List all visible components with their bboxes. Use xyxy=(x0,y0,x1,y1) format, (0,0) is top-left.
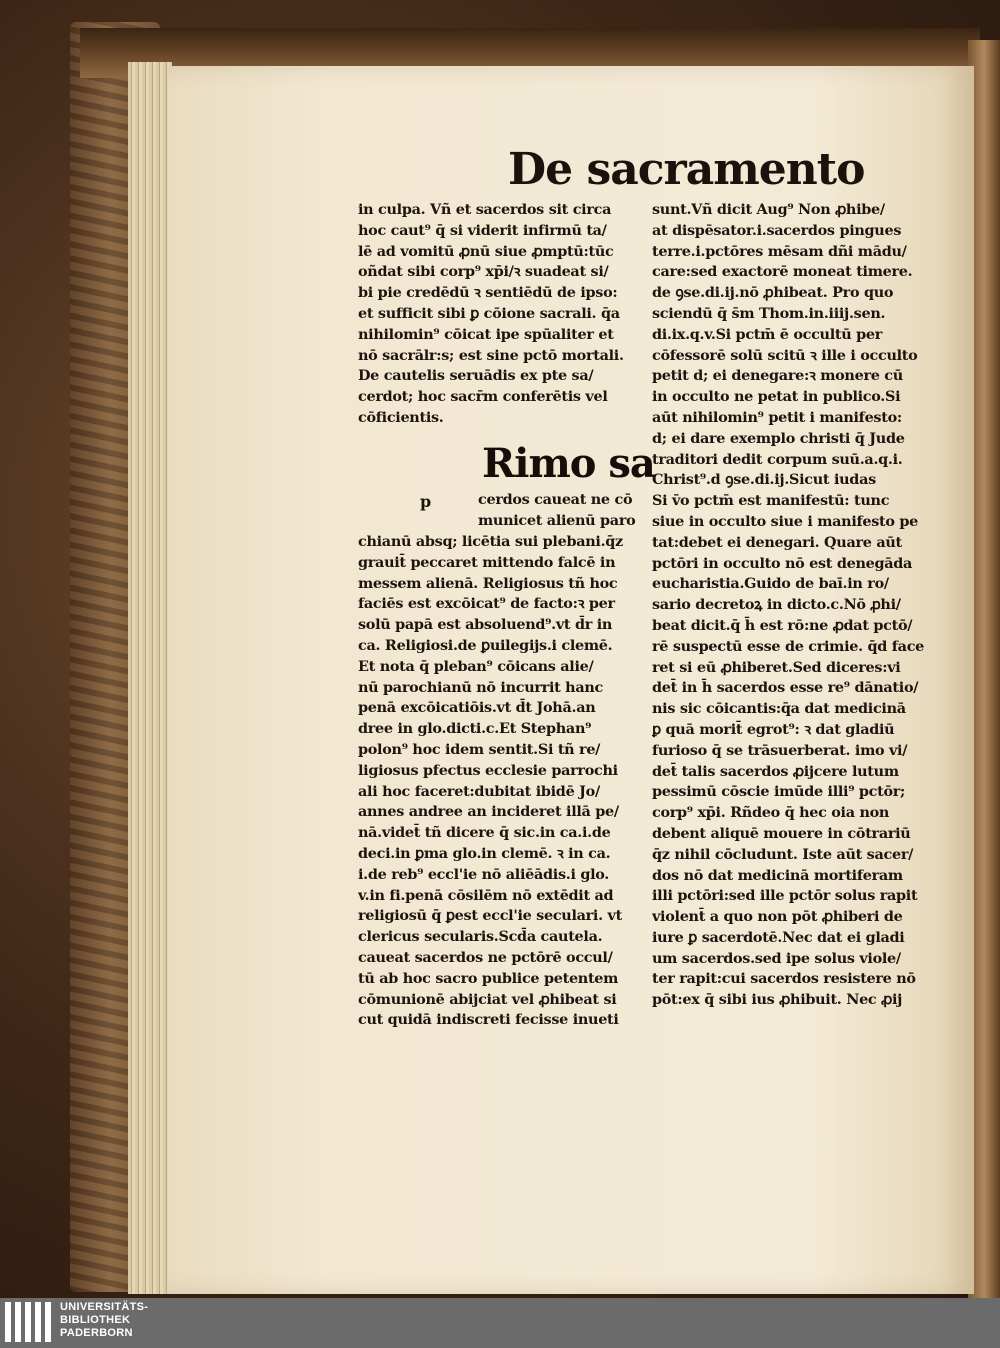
text-line: um sacerdos.sed ipe solus viole/ xyxy=(652,949,901,967)
text-line: dos nō dat medicinā mortiferam xyxy=(652,866,903,884)
text-line: dree in glo.dicti.c.Et Stephan⁹ xyxy=(358,720,592,738)
text-column-right xyxy=(652,200,942,1011)
initial-letter: p xyxy=(420,492,432,511)
text-line: siue in occulto siue i manifesto pe xyxy=(652,512,919,530)
logo-line: BIBLIOTHEK xyxy=(60,1314,131,1326)
text-line: d; ei dare exemplo christi q̄ Jude xyxy=(652,429,905,447)
text-line: tū ab hoc sacro publice petentem xyxy=(358,969,619,987)
text-line: Et nota q̄ pleban⁹ cōicans alie/ xyxy=(358,657,594,675)
text-line: messem alienā. Religiosus tñ hoc xyxy=(358,574,618,592)
text-line: nis sic cōicantis:q̄a dat medicinā xyxy=(652,700,906,718)
section-heading: Rimo sa xyxy=(482,440,655,487)
text-line: tat:debet ei denegari. Quare aūt xyxy=(652,533,902,551)
text-line: chianū absq; licētia sui plebani.q̄z xyxy=(358,533,623,550)
text-line: sciendū q̄ s̄m Thom.in.iiij.sen. xyxy=(652,304,886,322)
text-line: det̄ in h̄ sacerdos esse re⁹ dānatio/ xyxy=(652,679,919,697)
text-line: penā excōicatiōis.vt d̄t Johā.an xyxy=(358,699,596,717)
text-line: De cautelis seruādis ex pte sa/ xyxy=(358,367,594,385)
text-line: nihilomin⁹ cōicat ipe spūaliter et xyxy=(358,325,614,343)
text-line: religiosū q̄ ꝑest eccl'ie seculari. vt xyxy=(358,907,622,925)
text-line: ter rapit:cui sacerdos resistere nō xyxy=(652,970,916,988)
library-logo-text xyxy=(60,1301,200,1340)
text-line: care:sed exactorē moneat timere. xyxy=(652,263,913,281)
library-logo-icon xyxy=(5,1302,51,1342)
text-line: cōficientis. xyxy=(358,408,444,426)
text-line: grauit̄ peccaret mittendo falcē in xyxy=(358,553,616,571)
left-column-indented-text xyxy=(478,490,652,532)
text-line: Christ⁹.d ꝯse.di.ij.Sicut iudas xyxy=(652,471,876,489)
text-line: violent̄ a quo non pōt ꝓhiberi de xyxy=(652,908,903,926)
text-line: nā.videt̄ tñ dicere q̄ sic.in ca.i.de xyxy=(358,824,611,842)
text-line: pōt:ex q̄ sibi ius ꝓhibuit. Nec ꝓij xyxy=(652,991,903,1009)
text-line: v.in fi.penā cōsilēm nō extēdit ad xyxy=(358,886,614,904)
text-line: Si v̄o pctm̄ est manifestū: tunc xyxy=(652,492,890,510)
text-line: pctōri in occulto nō est denegāda xyxy=(652,554,913,572)
text-line: clericus secularis.Scd̄a cautela. xyxy=(358,928,603,946)
text-line: nō sacrālr:s; est sine pctō mortali. xyxy=(358,346,624,364)
text-line: ca. Religiosi.de ꝑuilegijs.i clemē. xyxy=(358,636,613,654)
text-line: petit d; ei denegare:ꝛ monere cū xyxy=(652,367,903,385)
text-line: solū papā est absoluend⁹.vt d̄r in xyxy=(358,616,613,634)
text-line: oñdat sibi corp⁹ xp̄i/ꝛ suadeat si/ xyxy=(358,263,609,281)
text-line: municet alienū paro xyxy=(478,511,636,529)
text-line: beat dicit.q̄ h̄ est rō:ne ꝓdat pctō/ xyxy=(652,616,913,634)
text-line: hoc caut⁹ q̄ si viderit infirmū ta/ xyxy=(358,221,607,239)
logo-line: PADERBORN xyxy=(60,1327,133,1339)
text-line: iure ꝑ sacerdotē.Nec dat ei gladi xyxy=(652,928,905,946)
text-line: cōmunionē abijciat vel ꝓhibeat si xyxy=(358,990,617,1008)
text-line: in occulto ne petat in publico.Si xyxy=(652,388,901,406)
text-line: cerdot; hoc sacr̄m conferētis vel xyxy=(358,388,608,406)
text-line: di.ix.q.v.Si pctm̄ ē occultū per xyxy=(652,325,883,343)
left-column-bottom-text xyxy=(358,532,652,1031)
text-line: deci.in ꝑma glo.in clemē. ꝛ in ca. xyxy=(358,844,611,862)
text-line: nū parochianū nō incurrit hanc xyxy=(358,678,603,696)
text-line: de ꝯse.di.ij.nō ꝓhibeat. Pro quo xyxy=(652,284,894,302)
text-line: cerdos caueat ne cō xyxy=(478,491,633,508)
text-line: ligiosus pfectus ecclesie parrochi xyxy=(358,761,618,779)
text-line: polon⁹ hoc idem sentit.Si tñ re/ xyxy=(358,740,601,758)
logo-line: UNIVERSITÄTS- xyxy=(60,1301,149,1313)
running-title: De sacramento xyxy=(508,144,865,195)
text-line: et sufficit sibi ꝑ cōione sacrali. q̄a xyxy=(358,304,620,322)
text-line: bi pie credēdū ꝛ sentiēdū de ipso: xyxy=(358,284,618,302)
text-line: ali hoc faceret:dubitat ibidē Jo/ xyxy=(358,782,600,800)
text-line: det̄ talis sacerdos ꝓijcere lutum xyxy=(652,762,899,780)
text-line: corp⁹ xp̄i. Rñdeo q̄ hec oia non xyxy=(652,804,890,822)
text-line: sunt.Vñ dicit Aug⁹ Non ꝓhibe/ xyxy=(652,201,885,218)
text-column-left xyxy=(358,200,652,429)
text-line: terre.i.pctōres mēsam dñi mādu/ xyxy=(652,242,907,260)
text-line: illi pctōri:sed ille pctōr solus rapit xyxy=(652,887,918,905)
text-line: traditori dedit corpum suū.a.q.i. xyxy=(652,450,903,468)
text-line: debent aliquē mouere in cōtrariū xyxy=(652,824,911,842)
text-line: lē ad vomitū ꝓnū siue ꝓmptū:tūc xyxy=(358,242,614,260)
text-line: annes andree an incideret illā pe/ xyxy=(358,803,619,821)
text-line: ꝑ quā morit̄ egrot⁹: ꝛ dat gladiū xyxy=(652,720,895,738)
page-edges xyxy=(128,62,172,1294)
text-line: in culpa. Vñ et sacerdos sit circa xyxy=(358,201,612,218)
text-line: at dispēsator.i.sacerdos pingues xyxy=(652,221,902,239)
footer-bar xyxy=(0,1298,1000,1348)
text-line: sario decretoꝝ in dicto.c.Nō ꝓhi/ xyxy=(652,596,901,614)
text-line: faciēs est excōicat⁹ de facto:ꝛ per xyxy=(358,595,615,613)
text-line: eucharistia.Guido de baī.in ro/ xyxy=(652,575,889,593)
text-line: q̄z nihil cōcludunt. Iste aūt sacer/ xyxy=(652,845,914,863)
text-line: ret si eū ꝓhiberet.Sed diceres:vi xyxy=(652,658,901,676)
text-line: caueat sacerdos ne pctōrē occul/ xyxy=(358,948,613,966)
left-column-top-text xyxy=(358,200,652,429)
text-line: cut quidā indiscreti fecisse inueti xyxy=(358,1011,619,1029)
text-line: aūt nihilomin⁹ petit i manifesto: xyxy=(652,408,902,426)
text-line: rē suspectū esse de crimie. q̄d face xyxy=(652,637,925,655)
text-line: pessimū cōscie imūde illi⁹ pctōr; xyxy=(652,783,906,801)
text-line: furioso q̄ se trāsuerberat. imo vi/ xyxy=(652,741,908,759)
text-line: i.de reb⁹ eccl'ie nō aliēādis.i glo. xyxy=(358,865,610,883)
text-line: cōfessorē solū scitū ꝛ ille i occulto xyxy=(652,346,918,364)
